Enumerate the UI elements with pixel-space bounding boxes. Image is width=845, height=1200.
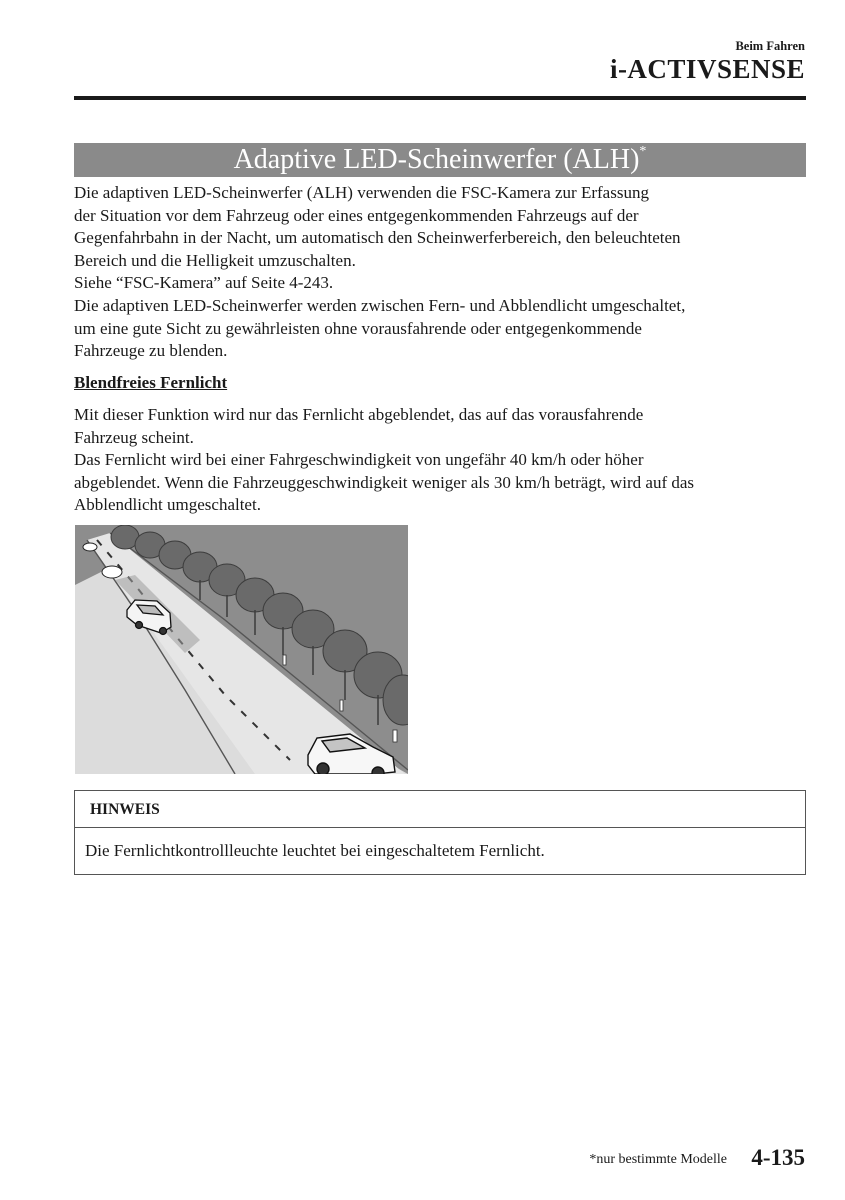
subsection-line: abgeblendet. Wenn die Fahrzeuggeschwindigkeit weniger als 30 km/h beträgt, wird auf das: [74, 472, 695, 492]
subsection-line: Abblendlicht umgeschaltet.: [74, 495, 261, 515]
header-rule: [74, 96, 806, 100]
page-number: 4-135: [751, 1145, 805, 1170]
subsection-line: Mit dieser Funktion wird nur das Fernlicht abgeblendet, das auf das vorausfahrende: [74, 405, 644, 424]
headlight-illustration: [75, 525, 408, 774]
note-box: [74, 790, 806, 875]
intro-line: Bereich und die Helligkeit umzuschalten.: [74, 250, 356, 270]
intro-line: um eine gute Sicht zu gewährleisten ohne vorausfahrende oder entgegenkommende: [74, 318, 642, 338]
subsection-line: Das Fernlicht wird bei einer Fahrgeschwindigkeit von ungefähr 40 km/h oder höher: [74, 450, 644, 470]
subsection-line: Fahrzeug scheint.: [74, 427, 194, 447]
intro-line: Gegenfahrbahn in der Nacht, um automatisch den Scheinwerferbereich, den beleuchteten: [74, 228, 681, 248]
title-footnote-marker: *: [639, 144, 647, 159]
section-title-bar: [74, 143, 806, 177]
footnote: *nur bestimmte Modelle: [589, 1152, 727, 1167]
note-heading: HINWEIS: [75, 791, 805, 828]
subsection-paragraph: [74, 404, 809, 517]
intro-paragraph: [74, 182, 809, 363]
subsection-heading: Blendfreies Fernlicht: [74, 373, 228, 392]
section-title: Adaptive LED-Scheinwerfer (ALH): [233, 144, 640, 175]
intro-line: Siehe “FSC-Kamera” auf Seite 4-243.: [74, 273, 334, 293]
intro-line: Die adaptiven LED-Scheinwerfer (ALH) verwenden die FSC-Kamera zur Erfassung: [74, 183, 649, 202]
running-header-section: Beim Fahren: [735, 39, 805, 53]
intro-line: Fahrzeuge zu blenden.: [74, 341, 228, 361]
note-text: Die Fernlichtkontrollleuchte leuchtet bei eingeschaltetem Fernlicht.: [85, 841, 545, 860]
intro-line: der Situation vor dem Fahrzeug oder eines entgegenkommenden Fahrzeugs auf der: [74, 205, 639, 225]
intro-line: Die adaptiven LED-Scheinwerfer werden zwischen Fern- und Abblendlicht umgeschaltet,: [74, 295, 686, 315]
running-header-chapter: i-ACTIVSENSE: [609, 54, 805, 84]
